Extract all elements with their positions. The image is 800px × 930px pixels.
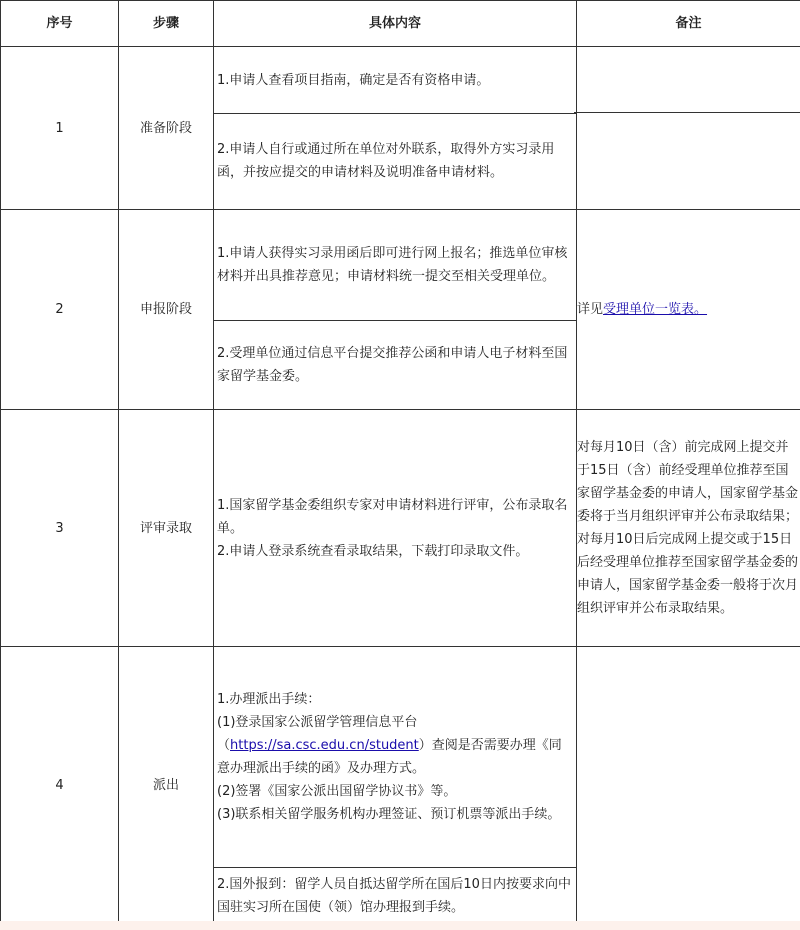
row-num: 1 [1, 47, 119, 210]
content-item: 2.国外报到：留学人员自抵达留学所在国后10日内按要求向中国驻实习所在国使（领）馆办理报到手续。 [214, 867, 576, 923]
note-text: 详见 [577, 302, 604, 317]
row-num: 4 [1, 647, 119, 924]
content-line [217, 734, 572, 780]
row-note [577, 647, 800, 924]
header-step: 步骤 [119, 1, 214, 47]
content-item: 1.国家留学基金委组织专家对申请材料进行评审，公布录取名单。 [217, 497, 568, 536]
row-note [577, 47, 800, 210]
content-item [214, 647, 576, 867]
row-content [214, 47, 577, 210]
content-item: 1.申请人查看项目指南，确定是否有资格申请。 [217, 72, 490, 88]
table-row [1, 410, 800, 647]
content-line: 1.办理派出手续： [217, 692, 321, 707]
table-row [1, 210, 800, 410]
row-step: 派出 [119, 647, 214, 924]
content-item: 2.申请人登录系统查看录取结果，下载打印录取文件。 [217, 543, 529, 559]
content-item: 2.申请人自行或通过所在单位对外联系，取得外方实习录用函，并按应提交的申请材料及说明准备申请材料。 [214, 113, 576, 209]
content-line: (1)登录国家公派留学管理信息平台 [217, 715, 418, 730]
row-step: 评审录取 [119, 410, 214, 647]
header-num: 序号 [1, 1, 119, 47]
paren-open: （ [217, 738, 231, 753]
row-note [577, 210, 800, 410]
content-text: ）查阅是否需要办理《同意办理派出手续的函》及办理方式。 [217, 738, 562, 776]
row-num: 3 [1, 410, 119, 647]
row-step: 申报阶段 [119, 210, 214, 410]
header-note: 备注 [577, 1, 800, 47]
row-content [214, 410, 577, 647]
content-item: 1.申请人获得实习录用函后即可进行网上报名；推选单位审核材料并出具推荐意见；申请材料统一提交至相关受理单位。 [217, 246, 568, 284]
row-content [214, 210, 577, 410]
content-line: (3)联系相关留学服务机构办理签证、预订机票等派出手续。 [217, 807, 561, 822]
header-content: 具体内容 [214, 1, 577, 47]
row-content [214, 647, 577, 924]
content-line: (2)签署《国家公派出国留学协议书》等。 [217, 784, 457, 799]
agency-list-link[interactable]: 受理单位一览表。 [603, 302, 708, 317]
row-num: 2 [1, 210, 119, 410]
bottom-strip [0, 921, 800, 930]
row-note: 对每月10日（含）前完成网上提交并于15日（含）前经受理单位推荐至国家留学基金委的申请人，国家留学基金委将于当月组织评审并公布录取结果；对每月10日后完成网上提交或于15日后经受理单位推荐至国家留学基金委的申请人，国家留学基金委一般将于次月组织评审并公布录取结果。 [577, 410, 800, 647]
header-row [1, 1, 800, 47]
platform-link[interactable]: https://sa.csc.edu.cn/student [230, 738, 419, 753]
table-row [1, 47, 800, 210]
table-row [1, 647, 800, 924]
content-item: 2.受理单位通过信息平台提交推荐公函和申请人电子材料至国家留学基金委。 [214, 320, 576, 409]
row-step: 准备阶段 [119, 47, 214, 210]
